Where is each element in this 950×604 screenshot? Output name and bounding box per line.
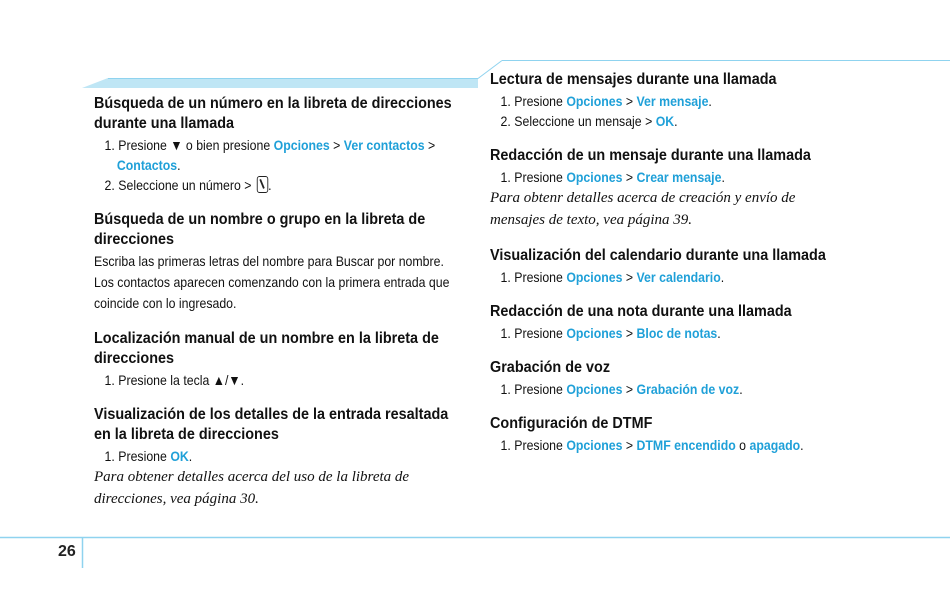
step-text: o bien presione	[182, 137, 274, 153]
menu-item-dtmf-encendido: DTMF encendido	[636, 437, 736, 453]
section-heading: Búsqueda de un número en la libreta de direcciones durante una llamada	[94, 95, 452, 132]
menu-item-opciones: Opciones	[566, 169, 623, 185]
step-1	[490, 91, 855, 111]
step-1	[94, 446, 474, 466]
step-text: 1. Presione	[104, 137, 171, 153]
section-heading: Lectura de mensajes durante una llamada	[490, 71, 777, 88]
period: .	[674, 113, 678, 129]
period: .	[717, 325, 721, 341]
step-text: 1. Presione la tecla	[104, 372, 213, 388]
separator: >	[622, 437, 637, 453]
section-manual-locate	[94, 329, 466, 390]
section-search-number	[94, 94, 466, 195]
section-write-message	[490, 146, 846, 231]
step-text: 1. Presione	[500, 169, 567, 185]
step-2	[94, 175, 474, 195]
menu-item-ver-contactos: Ver contactos	[343, 137, 425, 153]
down-arrow-icon: ▼	[170, 137, 183, 153]
step-text: 1. Presione	[500, 437, 567, 453]
step-1	[490, 379, 855, 399]
section-heading: Configuración de DTMF	[490, 415, 653, 432]
period: .	[721, 169, 725, 185]
period: .	[708, 93, 712, 109]
menu-item-opciones: Opciones	[566, 437, 623, 453]
separator: >	[622, 93, 637, 109]
menu-item-opciones: Opciones	[273, 137, 330, 153]
step-2	[490, 111, 855, 131]
menu-item-opciones: Opciones	[566, 93, 623, 109]
send-key-icon	[257, 176, 268, 193]
menu-item-ok: OK	[170, 448, 189, 464]
step-1	[490, 323, 855, 343]
menu-item-opciones: Opciones	[566, 325, 623, 341]
section-heading: Redacción de una nota durante una llamada	[490, 303, 792, 320]
step-text: 1. Presione	[500, 93, 567, 109]
section-paragraph: Escriba las primeras letras del nombre para Buscar por nombre. Los contactos aparecen comenzando con la primera entrada que coincide con lo ingresado.	[94, 253, 450, 311]
section-read-messages	[490, 70, 846, 131]
section-view-calendar	[490, 246, 846, 287]
section-heading: Redacción de un mensaje durante una llamada	[490, 147, 811, 164]
period: .	[268, 177, 272, 193]
section-voice-recording	[490, 358, 846, 399]
header-tab-shape	[82, 78, 478, 88]
step-text: 2. Seleccione un mensaje >	[500, 113, 656, 129]
separator: >	[329, 137, 344, 153]
separator: >	[424, 137, 436, 153]
section-heading: Visualización del calendario durante una llamada	[490, 247, 826, 264]
step-text: 1. Presione	[500, 381, 567, 397]
period: .	[240, 372, 245, 388]
menu-item-ok: OK	[655, 113, 675, 129]
section-dtmf	[490, 414, 846, 455]
section-heading: Visualización de los detalles de la entrada resaltada en la libreta de direcciones	[94, 406, 449, 443]
step-1	[490, 267, 855, 287]
step-text: 2. Seleccione un número >	[104, 177, 255, 193]
section-note: Para obtenr detalles acerca de creación y envío de mensajes de texto, vea página 39.	[490, 190, 796, 228]
up-down-arrow-icon: ▲/▼	[212, 372, 241, 388]
menu-item-grabacion-de-voz: Grabación de voz	[636, 381, 740, 397]
menu-item-ver-calendario: Ver calendario	[636, 269, 721, 285]
step-1	[94, 135, 474, 175]
step-text: o	[735, 437, 750, 453]
separator: >	[622, 169, 637, 185]
left-column	[94, 94, 466, 525]
step-1	[490, 167, 855, 187]
menu-item-contactos: Contactos	[116, 157, 178, 173]
separator: >	[622, 269, 637, 285]
section-entry-details	[94, 405, 466, 510]
menu-item-crear-mensaje: Crear mensaje	[636, 169, 722, 185]
section-heading: Localización manual de un nombre en la libreta de direcciones	[94, 330, 439, 367]
step-text: 1. Presione	[500, 269, 567, 285]
menu-item-apagado: apagado	[749, 437, 801, 453]
separator: >	[622, 325, 637, 341]
menu-item-opciones: Opciones	[566, 269, 623, 285]
period: .	[800, 437, 804, 453]
section-search-name	[94, 210, 466, 314]
step-1	[94, 370, 474, 390]
step-text: 1. Presione	[104, 448, 171, 464]
section-heading: Grabación de voz	[490, 359, 611, 376]
step-1	[490, 435, 855, 455]
step-continuation	[105, 155, 475, 175]
period: .	[188, 448, 193, 464]
right-column	[490, 70, 846, 470]
separator: >	[622, 381, 637, 397]
period: .	[739, 381, 743, 397]
period: .	[720, 269, 725, 285]
step-text: 1. Presione	[500, 325, 567, 341]
section-heading: Búsqueda de un nombre o grupo en la libreta de direcciones	[94, 211, 426, 248]
menu-item-bloc-de-notas: Bloc de notas	[636, 325, 718, 341]
page-number: 26	[58, 543, 76, 560]
menu-item-ver-mensaje: Ver mensaje	[636, 93, 709, 109]
menu-item-opciones: Opciones	[566, 381, 623, 397]
section-note: Para obtener detalles acerca del uso de la libreta de direcciones, vea página 30.	[94, 469, 410, 507]
section-write-note	[490, 302, 846, 343]
period: .	[177, 157, 181, 173]
